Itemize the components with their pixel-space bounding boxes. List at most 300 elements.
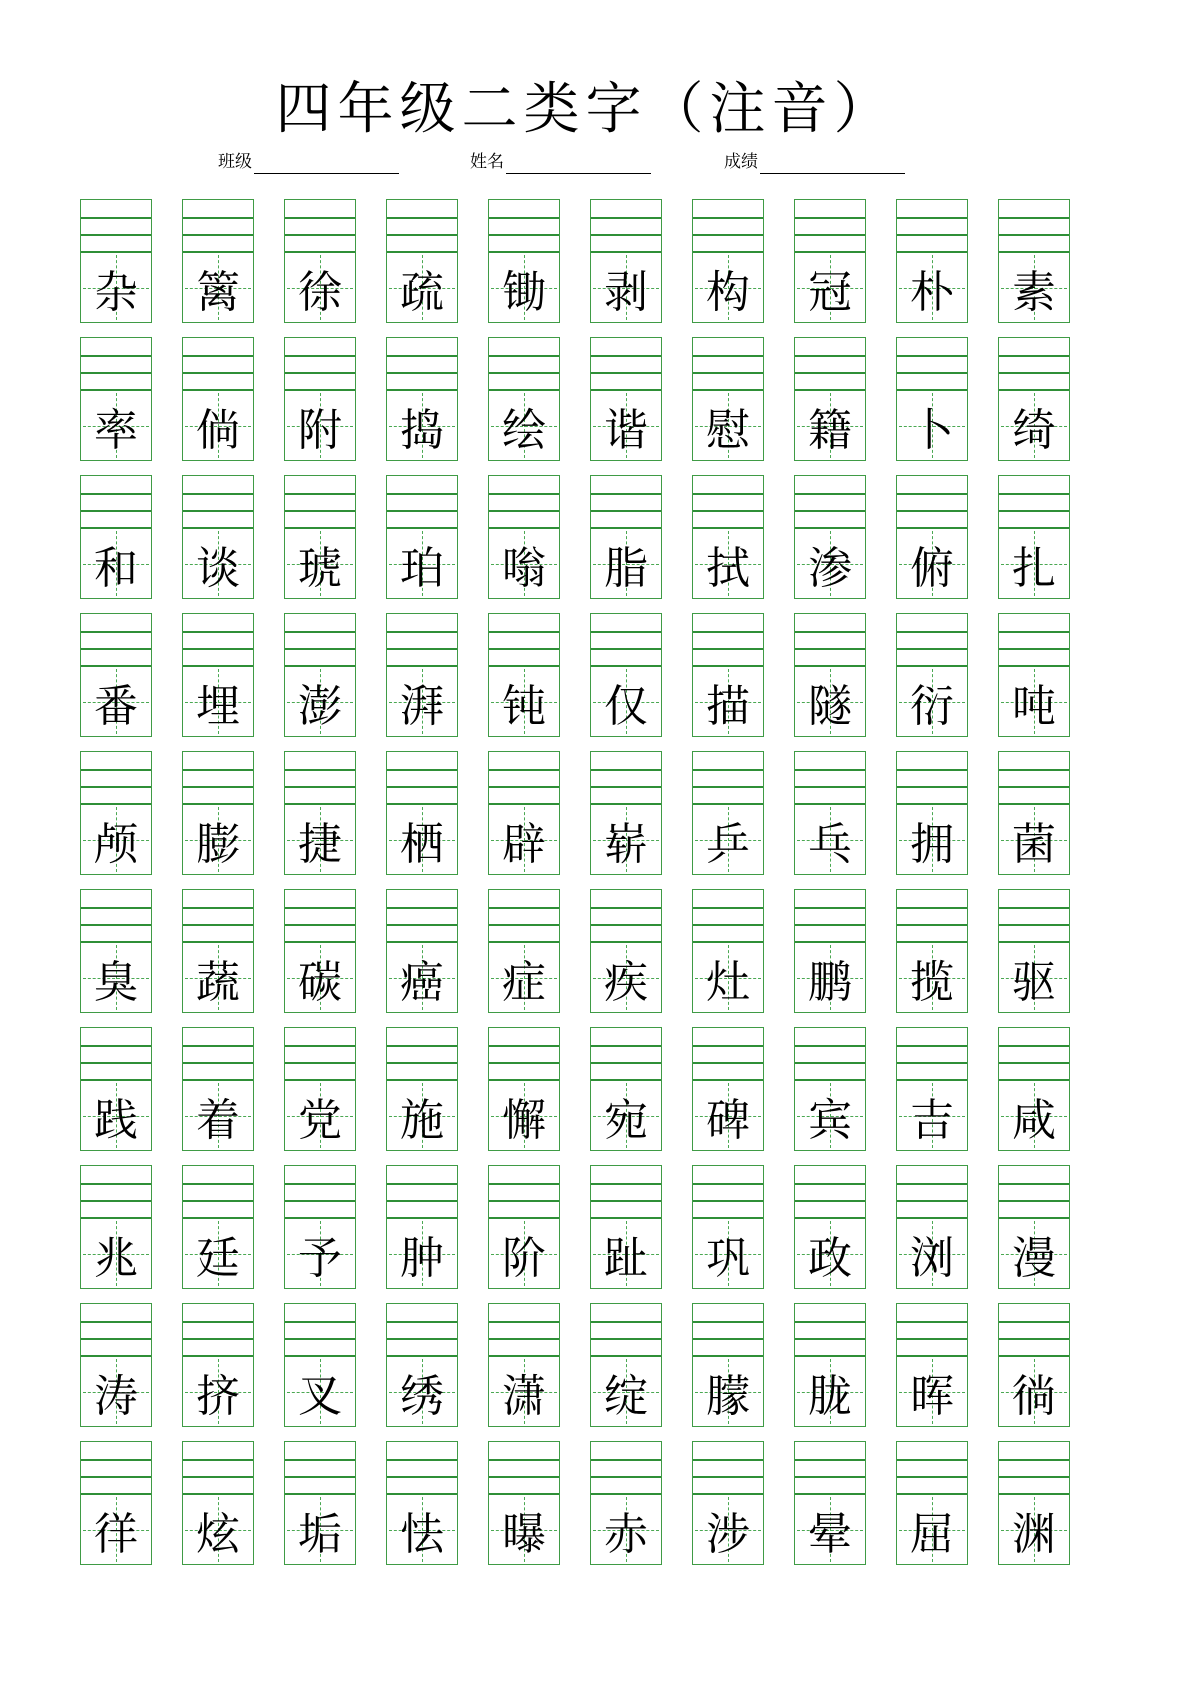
pinyin-guide-line (693, 234, 763, 236)
pinyin-writing-area[interactable] (387, 476, 457, 527)
hanzi-character: 和 (94, 542, 138, 594)
pinyin-writing-area[interactable] (591, 338, 661, 389)
pinyin-writing-area[interactable] (183, 890, 253, 941)
pinyin-writing-area[interactable] (591, 1028, 661, 1079)
character-box (897, 527, 967, 598)
pinyin-guide-line (183, 924, 253, 926)
pinyin-writing-area[interactable] (489, 1166, 559, 1217)
pinyin-guide-line (795, 1338, 865, 1340)
practice-cell[interactable] (896, 475, 968, 599)
pinyin-guide-line (183, 648, 253, 650)
pinyin-writing-area[interactable] (795, 200, 865, 251)
practice-cell[interactable] (80, 337, 152, 461)
practice-cell[interactable] (488, 613, 560, 737)
practice-cell[interactable] (998, 1441, 1070, 1565)
pinyin-writing-area[interactable] (693, 338, 763, 389)
practice-cell[interactable] (896, 889, 968, 1013)
hanzi-character: 鹏 (808, 956, 852, 1008)
character-box (183, 1217, 253, 1288)
character-box (489, 527, 559, 598)
pinyin-guide-line (897, 1321, 967, 1323)
hanzi-character: 描 (706, 680, 750, 732)
pinyin-writing-area[interactable] (795, 1304, 865, 1355)
practice-cell[interactable] (692, 889, 764, 1013)
name-field[interactable] (470, 150, 651, 174)
pinyin-writing-area[interactable] (285, 1166, 355, 1217)
practice-cell[interactable] (284, 337, 356, 461)
pinyin-guide-line (489, 924, 559, 926)
practice-cell[interactable] (386, 1441, 458, 1565)
practice-cell[interactable] (896, 1441, 968, 1565)
pinyin-guide-line (387, 217, 457, 219)
pinyin-writing-area[interactable] (591, 200, 661, 251)
practice-cell[interactable] (590, 1441, 662, 1565)
pinyin-guide-line (693, 1062, 763, 1064)
pinyin-guide-line (897, 1476, 967, 1478)
practice-cell[interactable] (386, 613, 458, 737)
pinyin-guide-line (693, 1200, 763, 1202)
pinyin-guide-line (183, 1338, 253, 1340)
pinyin-writing-area[interactable] (183, 200, 253, 251)
practice-cell[interactable] (488, 889, 560, 1013)
practice-cell[interactable] (590, 1027, 662, 1151)
hanzi-character: 揽 (910, 956, 954, 1008)
pinyin-writing-area[interactable] (897, 890, 967, 941)
hanzi-character: 阶 (502, 1232, 546, 1284)
practice-cell[interactable] (692, 751, 764, 875)
practice-cell[interactable] (590, 475, 662, 599)
score-input-line[interactable] (760, 155, 905, 174)
practice-cell[interactable] (998, 1165, 1070, 1289)
pinyin-writing-area[interactable] (387, 1166, 457, 1217)
practice-cell[interactable] (590, 337, 662, 461)
practice-cell[interactable] (998, 613, 1070, 737)
score-field[interactable] (724, 150, 905, 174)
practice-cell[interactable] (794, 751, 866, 875)
hanzi-character: 施 (400, 1094, 444, 1146)
pinyin-writing-area[interactable] (999, 1028, 1069, 1079)
hanzi-character: 朴 (910, 266, 954, 318)
pinyin-guide-line (591, 1062, 661, 1064)
pinyin-writing-area[interactable] (489, 614, 559, 665)
practice-cell[interactable] (692, 475, 764, 599)
character-box (285, 1079, 355, 1150)
pinyin-writing-area[interactable] (693, 1028, 763, 1079)
practice-cell[interactable] (896, 199, 968, 323)
practice-cell[interactable] (284, 1027, 356, 1151)
practice-cell[interactable] (182, 1303, 254, 1427)
pinyin-writing-area[interactable] (897, 1166, 967, 1217)
character-box (387, 1355, 457, 1426)
practice-cell[interactable] (896, 751, 968, 875)
practice-cell[interactable] (998, 751, 1070, 875)
pinyin-writing-area[interactable] (795, 1442, 865, 1493)
practice-cell[interactable] (284, 1441, 356, 1565)
pinyin-writing-area[interactable] (285, 1442, 355, 1493)
pinyin-writing-area[interactable] (693, 476, 763, 527)
pinyin-writing-area[interactable] (693, 1304, 763, 1355)
pinyin-guide-line (285, 493, 355, 495)
pinyin-writing-area[interactable] (591, 1166, 661, 1217)
pinyin-guide-line (183, 493, 253, 495)
pinyin-guide-line (489, 648, 559, 650)
pinyin-guide-line (591, 372, 661, 374)
practice-cell[interactable] (386, 337, 458, 461)
pinyin-guide-line (999, 631, 1069, 633)
pinyin-writing-area[interactable] (897, 476, 967, 527)
practice-cell[interactable] (80, 751, 152, 875)
pinyin-writing-area[interactable] (897, 1304, 967, 1355)
pinyin-writing-area[interactable] (591, 1304, 661, 1355)
practice-cell[interactable] (488, 1165, 560, 1289)
pinyin-writing-area[interactable] (795, 752, 865, 803)
pinyin-guide-line (489, 1045, 559, 1047)
pinyin-writing-area[interactable] (591, 476, 661, 527)
pinyin-writing-area[interactable] (591, 614, 661, 665)
hanzi-character: 绣 (400, 1370, 444, 1422)
pinyin-writing-area[interactable] (693, 614, 763, 665)
pinyin-guide-line (387, 1045, 457, 1047)
pinyin-writing-area[interactable] (795, 614, 865, 665)
pinyin-writing-area[interactable] (81, 890, 151, 941)
practice-cell[interactable] (284, 889, 356, 1013)
hanzi-character: 素 (1012, 266, 1056, 318)
pinyin-guide-line (591, 1459, 661, 1461)
practice-cell[interactable] (386, 475, 458, 599)
pinyin-writing-area[interactable] (285, 614, 355, 665)
practice-cell[interactable] (488, 1303, 560, 1427)
pinyin-writing-area[interactable] (387, 614, 457, 665)
pinyin-guide-line (999, 1321, 1069, 1323)
pinyin-writing-area[interactable] (897, 614, 967, 665)
pinyin-guide-line (387, 355, 457, 357)
pinyin-writing-area[interactable] (387, 752, 457, 803)
hanzi-character: 症 (502, 956, 546, 1008)
pinyin-writing-area[interactable] (897, 338, 967, 389)
hanzi-character: 扎 (1012, 542, 1056, 594)
pinyin-writing-area[interactable] (285, 476, 355, 527)
character-box (999, 803, 1069, 874)
practice-cell[interactable] (182, 199, 254, 323)
practice-cell[interactable] (794, 1027, 866, 1151)
character-box (183, 1493, 253, 1564)
practice-cell[interactable] (182, 751, 254, 875)
pinyin-writing-area[interactable] (489, 890, 559, 941)
practice-cell[interactable] (794, 337, 866, 461)
pinyin-writing-area[interactable] (81, 752, 151, 803)
practice-cell[interactable] (80, 1303, 152, 1427)
practice-cell[interactable] (80, 1441, 152, 1565)
pinyin-writing-area[interactable] (489, 338, 559, 389)
pinyin-guide-line (795, 1459, 865, 1461)
pinyin-writing-area[interactable] (489, 1304, 559, 1355)
pinyin-guide-line (183, 510, 253, 512)
pinyin-writing-area[interactable] (81, 338, 151, 389)
pinyin-guide-line (81, 1183, 151, 1185)
practice-cell[interactable] (488, 1441, 560, 1565)
pinyin-guide-line (489, 510, 559, 512)
pinyin-writing-area[interactable] (897, 1442, 967, 1493)
practice-cell[interactable] (284, 751, 356, 875)
hanzi-character: 湃 (400, 680, 444, 732)
pinyin-writing-area[interactable] (285, 890, 355, 941)
pinyin-guide-line (285, 510, 355, 512)
pinyin-writing-area[interactable] (183, 1304, 253, 1355)
pinyin-writing-area[interactable] (795, 1166, 865, 1217)
character-box (81, 251, 151, 322)
pinyin-writing-area[interactable] (81, 1166, 151, 1217)
practice-cell[interactable] (692, 1027, 764, 1151)
pinyin-writing-area[interactable] (999, 1166, 1069, 1217)
practice-cell[interactable] (284, 1165, 356, 1289)
name-input-line[interactable] (506, 155, 651, 174)
practice-cell[interactable] (488, 475, 560, 599)
practice-cell[interactable] (794, 1303, 866, 1427)
practice-cell[interactable] (80, 1027, 152, 1151)
pinyin-writing-area[interactable] (387, 890, 457, 941)
practice-cell[interactable] (284, 199, 356, 323)
pinyin-guide-line (387, 907, 457, 909)
pinyin-writing-area[interactable] (387, 1304, 457, 1355)
practice-cell[interactable] (590, 889, 662, 1013)
pinyin-guide-line (897, 355, 967, 357)
character-box (489, 941, 559, 1012)
pinyin-writing-area[interactable] (387, 200, 457, 251)
practice-cell[interactable] (386, 889, 458, 1013)
pinyin-writing-area[interactable] (183, 614, 253, 665)
character-box (795, 803, 865, 874)
hanzi-character: 朦 (706, 1370, 750, 1422)
practice-cell[interactable] (182, 475, 254, 599)
pinyin-guide-line (81, 769, 151, 771)
practice-cell[interactable] (488, 337, 560, 461)
pinyin-writing-area[interactable] (999, 752, 1069, 803)
pinyin-writing-area[interactable] (693, 752, 763, 803)
hanzi-character: 杂 (94, 266, 138, 318)
practice-cell[interactable] (386, 1165, 458, 1289)
practice-cell[interactable] (998, 889, 1070, 1013)
pinyin-guide-line (999, 217, 1069, 219)
pinyin-writing-area[interactable] (285, 752, 355, 803)
pinyin-guide-line (387, 1200, 457, 1202)
practice-cell[interactable] (590, 613, 662, 737)
pinyin-writing-area[interactable] (999, 614, 1069, 665)
practice-cell[interactable] (488, 199, 560, 323)
practice-cell[interactable] (896, 613, 968, 737)
pinyin-guide-line (489, 1200, 559, 1202)
practice-cell[interactable] (692, 199, 764, 323)
pinyin-writing-area[interactable] (591, 890, 661, 941)
practice-cell[interactable] (182, 337, 254, 461)
pinyin-writing-area[interactable] (999, 200, 1069, 251)
pinyin-writing-area[interactable] (81, 1442, 151, 1493)
hanzi-character: 绽 (604, 1370, 648, 1422)
pinyin-writing-area[interactable] (999, 890, 1069, 941)
practice-cell[interactable] (182, 1027, 254, 1151)
practice-cell[interactable] (692, 1165, 764, 1289)
practice-cell[interactable] (80, 889, 152, 1013)
pinyin-writing-area[interactable] (285, 200, 355, 251)
pinyin-writing-area[interactable] (489, 1442, 559, 1493)
pinyin-writing-area[interactable] (999, 1304, 1069, 1355)
practice-cell[interactable] (692, 337, 764, 461)
practice-cell[interactable] (488, 751, 560, 875)
pinyin-writing-area[interactable] (897, 200, 967, 251)
practice-cell[interactable] (284, 1303, 356, 1427)
pinyin-writing-area[interactable] (285, 1028, 355, 1079)
pinyin-writing-area[interactable] (387, 1028, 457, 1079)
pinyin-guide-line (693, 493, 763, 495)
pinyin-writing-area[interactable] (183, 1166, 253, 1217)
practice-cell[interactable] (590, 751, 662, 875)
pinyin-guide-line (795, 1476, 865, 1478)
pinyin-writing-area[interactable] (489, 476, 559, 527)
pinyin-guide-line (285, 1338, 355, 1340)
practice-cell[interactable] (182, 1441, 254, 1565)
practice-cell[interactable] (998, 475, 1070, 599)
practice-cell[interactable] (692, 1441, 764, 1565)
hanzi-character: 炫 (196, 1508, 240, 1560)
pinyin-guide-line (795, 493, 865, 495)
practice-cell[interactable] (998, 1303, 1070, 1427)
pinyin-guide-line (183, 631, 253, 633)
pinyin-writing-area[interactable] (81, 1028, 151, 1079)
pinyin-guide-line (999, 1062, 1069, 1064)
pinyin-guide-line (285, 217, 355, 219)
hanzi-character: 衍 (910, 680, 954, 732)
pinyin-guide-line (81, 1062, 151, 1064)
pinyin-guide-line (999, 769, 1069, 771)
pinyin-writing-area[interactable] (897, 752, 967, 803)
class-input-line[interactable] (254, 155, 399, 174)
practice-cell[interactable] (998, 1027, 1070, 1151)
practice-cell[interactable] (80, 475, 152, 599)
pinyin-writing-area[interactable] (693, 200, 763, 251)
practice-cell[interactable] (386, 1027, 458, 1151)
practice-cell[interactable] (794, 613, 866, 737)
practice-cell[interactable] (80, 1165, 152, 1289)
pinyin-guide-line (489, 1062, 559, 1064)
practice-cell[interactable] (284, 613, 356, 737)
pinyin-guide-line (897, 372, 967, 374)
practice-cell[interactable] (692, 1303, 764, 1427)
pinyin-guide-line (387, 769, 457, 771)
character-box (897, 1493, 967, 1564)
practice-cell[interactable] (998, 199, 1070, 323)
pinyin-writing-area[interactable] (489, 200, 559, 251)
practice-cell[interactable] (80, 199, 152, 323)
pinyin-guide-line (591, 1476, 661, 1478)
practice-cell[interactable] (794, 889, 866, 1013)
pinyin-writing-area[interactable] (285, 1304, 355, 1355)
pinyin-guide-line (999, 924, 1069, 926)
character-box (81, 941, 151, 1012)
pinyin-writing-area[interactable] (183, 476, 253, 527)
practice-cell[interactable] (284, 475, 356, 599)
pinyin-guide-line (999, 1338, 1069, 1340)
pinyin-writing-area[interactable] (999, 1442, 1069, 1493)
pinyin-writing-area[interactable] (999, 476, 1069, 527)
pinyin-guide-line (999, 372, 1069, 374)
pinyin-guide-line (183, 769, 253, 771)
pinyin-writing-area[interactable] (591, 1442, 661, 1493)
practice-cell[interactable] (896, 337, 968, 461)
practice-cell[interactable] (386, 199, 458, 323)
pinyin-writing-area[interactable] (81, 614, 151, 665)
practice-cell[interactable] (794, 199, 866, 323)
practice-cell[interactable] (998, 337, 1070, 461)
practice-cell[interactable] (386, 1303, 458, 1427)
pinyin-writing-area[interactable] (693, 890, 763, 941)
pinyin-writing-area[interactable] (489, 1028, 559, 1079)
pinyin-writing-area[interactable] (285, 338, 355, 389)
hanzi-character: 宛 (604, 1094, 648, 1146)
pinyin-guide-line (897, 1200, 967, 1202)
pinyin-guide-line (591, 510, 661, 512)
pinyin-writing-area[interactable] (183, 1442, 253, 1493)
class-field[interactable] (218, 150, 399, 174)
practice-cell[interactable] (896, 1027, 968, 1151)
character-box (999, 1493, 1069, 1564)
pinyin-guide-line (897, 493, 967, 495)
pinyin-writing-area[interactable] (693, 1442, 763, 1493)
practice-cell[interactable] (794, 1441, 866, 1565)
practice-cell[interactable] (386, 751, 458, 875)
practice-cell[interactable] (896, 1165, 968, 1289)
pinyin-writing-area[interactable] (183, 752, 253, 803)
pinyin-writing-area[interactable] (183, 1028, 253, 1079)
pinyin-writing-area[interactable] (693, 1166, 763, 1217)
practice-cell[interactable] (182, 613, 254, 737)
pinyin-guide-line (387, 1338, 457, 1340)
practice-cell[interactable] (590, 199, 662, 323)
pinyin-guide-line (999, 1476, 1069, 1478)
practice-cell[interactable] (794, 1165, 866, 1289)
practice-cell[interactable] (182, 889, 254, 1013)
hanzi-character: 漫 (1012, 1232, 1056, 1284)
pinyin-writing-area[interactable] (387, 338, 457, 389)
practice-cell[interactable] (794, 475, 866, 599)
character-box (183, 665, 253, 736)
practice-cell[interactable] (896, 1303, 968, 1427)
pinyin-writing-area[interactable] (795, 338, 865, 389)
practice-cell[interactable] (692, 613, 764, 737)
pinyin-writing-area[interactable] (795, 476, 865, 527)
pinyin-writing-area[interactable] (795, 1028, 865, 1079)
pinyin-writing-area[interactable] (591, 752, 661, 803)
pinyin-writing-area[interactable] (81, 1304, 151, 1355)
hanzi-character: 率 (94, 404, 138, 456)
practice-cell[interactable] (182, 1165, 254, 1289)
pinyin-guide-line (81, 372, 151, 374)
practice-cell[interactable] (590, 1165, 662, 1289)
practice-cell[interactable] (80, 613, 152, 737)
pinyin-writing-area[interactable] (81, 200, 151, 251)
practice-cell[interactable] (488, 1027, 560, 1151)
pinyin-writing-area[interactable] (183, 338, 253, 389)
character-box (81, 665, 151, 736)
pinyin-writing-area[interactable] (489, 752, 559, 803)
pinyin-writing-area[interactable] (897, 1028, 967, 1079)
hanzi-character: 怯 (400, 1508, 444, 1560)
pinyin-guide-line (285, 1062, 355, 1064)
pinyin-writing-area[interactable] (81, 476, 151, 527)
pinyin-writing-area[interactable] (795, 890, 865, 941)
practice-cell[interactable] (590, 1303, 662, 1427)
pinyin-writing-area[interactable] (387, 1442, 457, 1493)
pinyin-writing-area[interactable] (999, 338, 1069, 389)
character-box (693, 665, 763, 736)
